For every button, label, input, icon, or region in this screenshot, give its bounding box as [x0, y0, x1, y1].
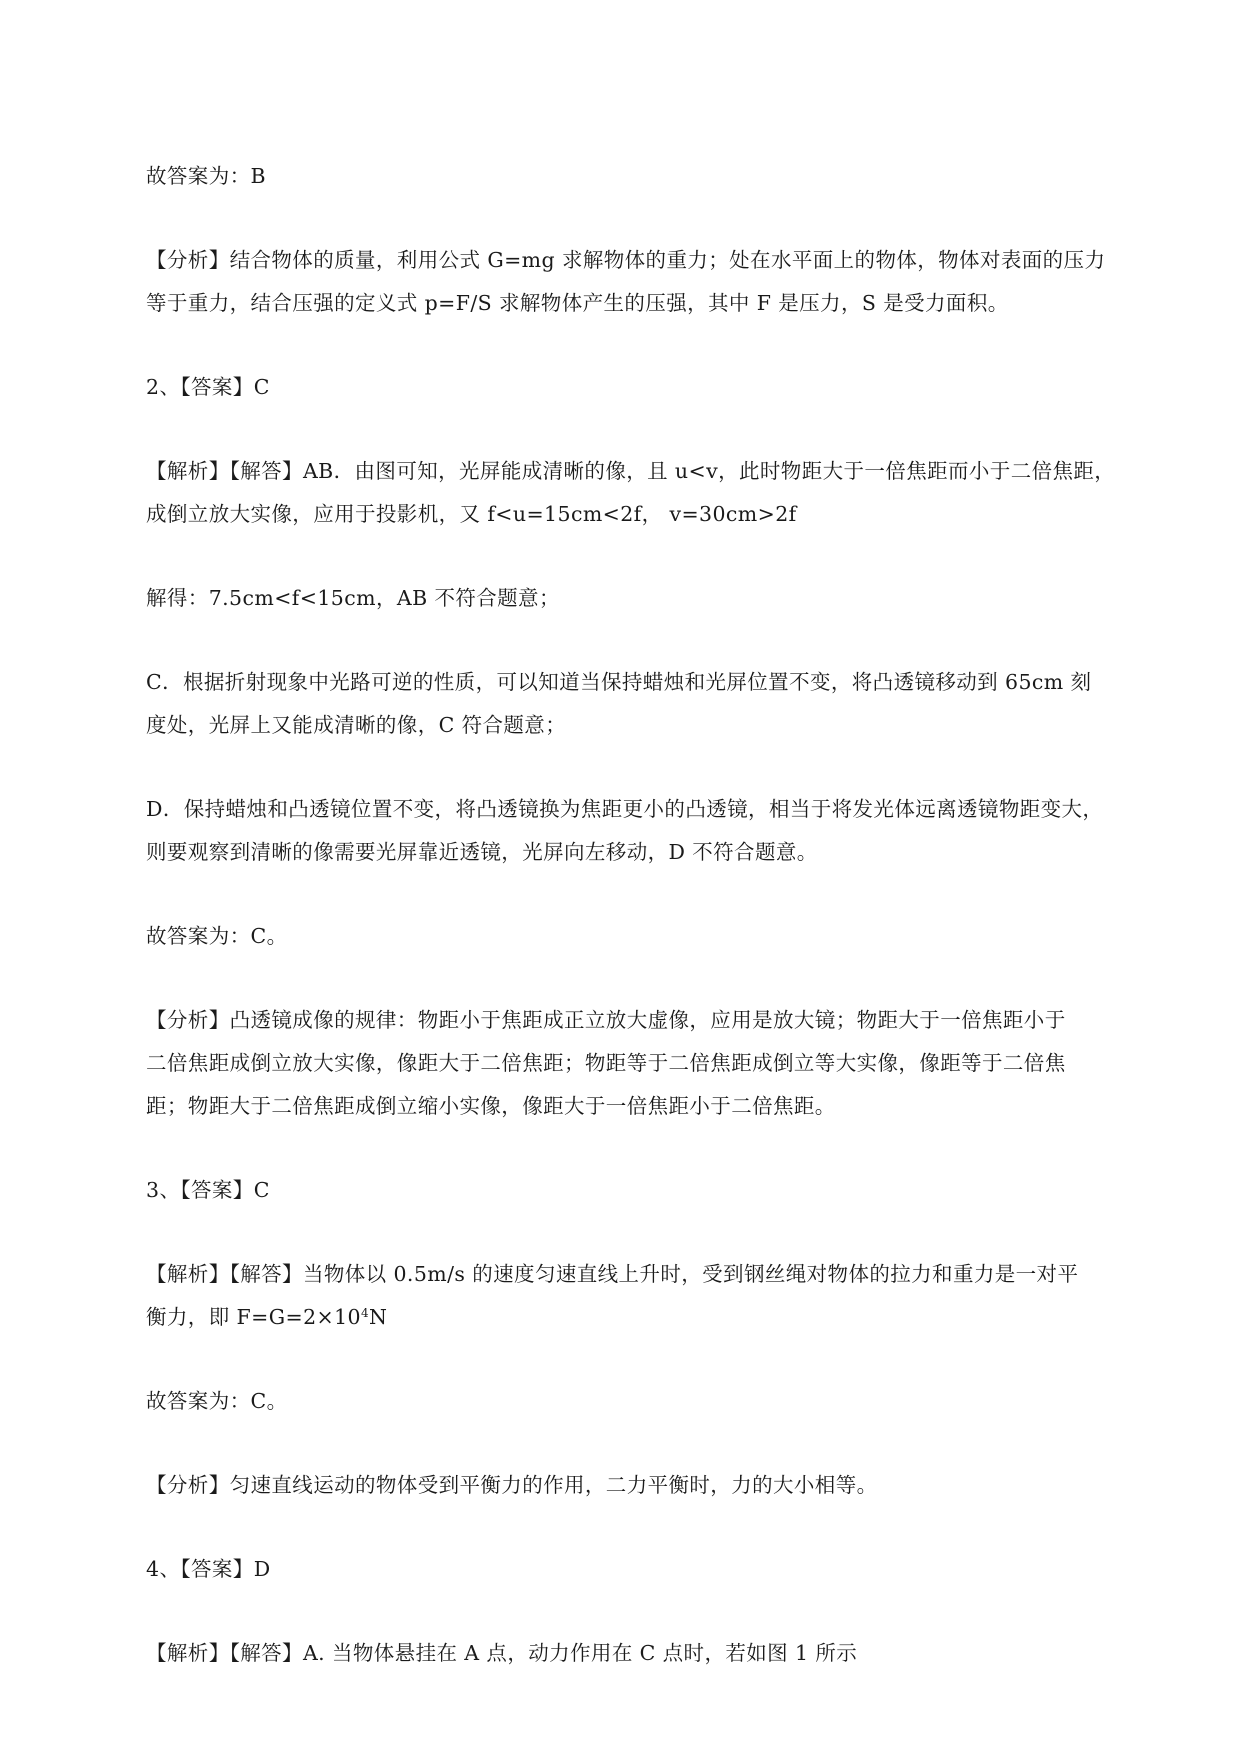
text-line: 【分析】凸透镜成像的规律：物距小于焦距成正立放大虚像，应用是放大镜；物距大于一倍焦距小于 [146, 1008, 1066, 1032]
text-line: 3、【答案】C [146, 1178, 270, 1202]
paragraph [146, 577, 1146, 620]
text-line: 【解析】【解答】A. 当物体悬挂在 A 点，动力作用在 C 点时，若如图 1 所示 [146, 1641, 858, 1665]
paragraph [146, 1632, 1146, 1675]
paragraph [146, 450, 1146, 536]
text-line: 故答案为：C。 [146, 1389, 288, 1413]
paragraph [146, 999, 1146, 1128]
paragraph [146, 1169, 1146, 1212]
text-line: 【解析】【解答】当物体以 0.5m/s 的速度匀速直线上升时，受到钢丝绳对物体的拉力和重力是一对平 [146, 1262, 1079, 1286]
answer-content [146, 155, 1146, 1716]
text-line: 故答案为：B [146, 164, 266, 188]
paragraph [146, 1464, 1146, 1507]
text-line: 二倍焦距成倒立放大实像，像距大于二倍焦距；物距等于二倍焦距成倒立等大实像，像距等于二倍焦 [146, 1051, 1066, 1075]
paragraph [146, 155, 1146, 198]
text-line: 成倒立放大实像，应用于投影机，又 f<u=15cm<2f， v=30cm>2f [146, 502, 797, 526]
paragraph [146, 239, 1146, 325]
text-line: 2、【答案】C [146, 375, 270, 399]
text-line: 解得：7.5cm<f<15cm，AB 不符合题意； [146, 586, 560, 610]
text-line: 【解析】【解答】AB．由图可知，光屏能成清晰的像，且 u<v，此时物距大于一倍焦距而小于二倍焦距， [146, 459, 1116, 483]
balance-suffix: N [369, 1305, 388, 1329]
text-line: 4、【答案】D [146, 1557, 271, 1581]
text-line: D．保持蜡烛和凸透镜位置不变，将凸透镜换为焦距更小的凸透镜，相当于将发光体远离透镜物距变大， [146, 797, 1104, 821]
paragraph [146, 1253, 1146, 1339]
text-line: 则要观察到清晰的像需要光屏靠近透镜，光屏向左移动，D 不符合题意。 [146, 840, 818, 864]
text-line: 等于重力，结合压强的定义式 p=F/S 求解物体产生的压强，其中 F 是压力，S 是受力面积。 [146, 291, 1009, 315]
text-line: C．根据折射现象中光路可逆的性质，可以知道当保持蜡烛和光屏位置不变，将凸透镜移动到 65cm 刻 [146, 670, 1092, 694]
balance-prefix: 衡力，即 F=G=2×10 [146, 1305, 361, 1329]
text-line: 度处，光屏上又能成清晰的像，C 符合题意； [146, 713, 567, 737]
text-line: 【分析】结合物体的质量，利用公式 G=mg 求解物体的重力；处在水平面上的物体，物体对表面的压力 [146, 248, 1106, 272]
balance-exponent: 4 [360, 1306, 370, 1320]
paragraph [146, 1380, 1146, 1423]
paragraph [146, 915, 1146, 958]
paragraph [146, 788, 1146, 874]
paragraph [146, 366, 1146, 409]
text-line-with-exponent [146, 1296, 1146, 1339]
text-line: 故答案为：C。 [146, 924, 288, 948]
paragraph [146, 1548, 1146, 1591]
text-line: 距；物距大于二倍焦距成倒立缩小实像，像距大于一倍焦距小于二倍焦距。 [146, 1094, 836, 1118]
paragraph [146, 661, 1146, 747]
text-line: 【分析】匀速直线运动的物体受到平衡力的作用，二力平衡时，力的大小相等。 [146, 1473, 878, 1497]
